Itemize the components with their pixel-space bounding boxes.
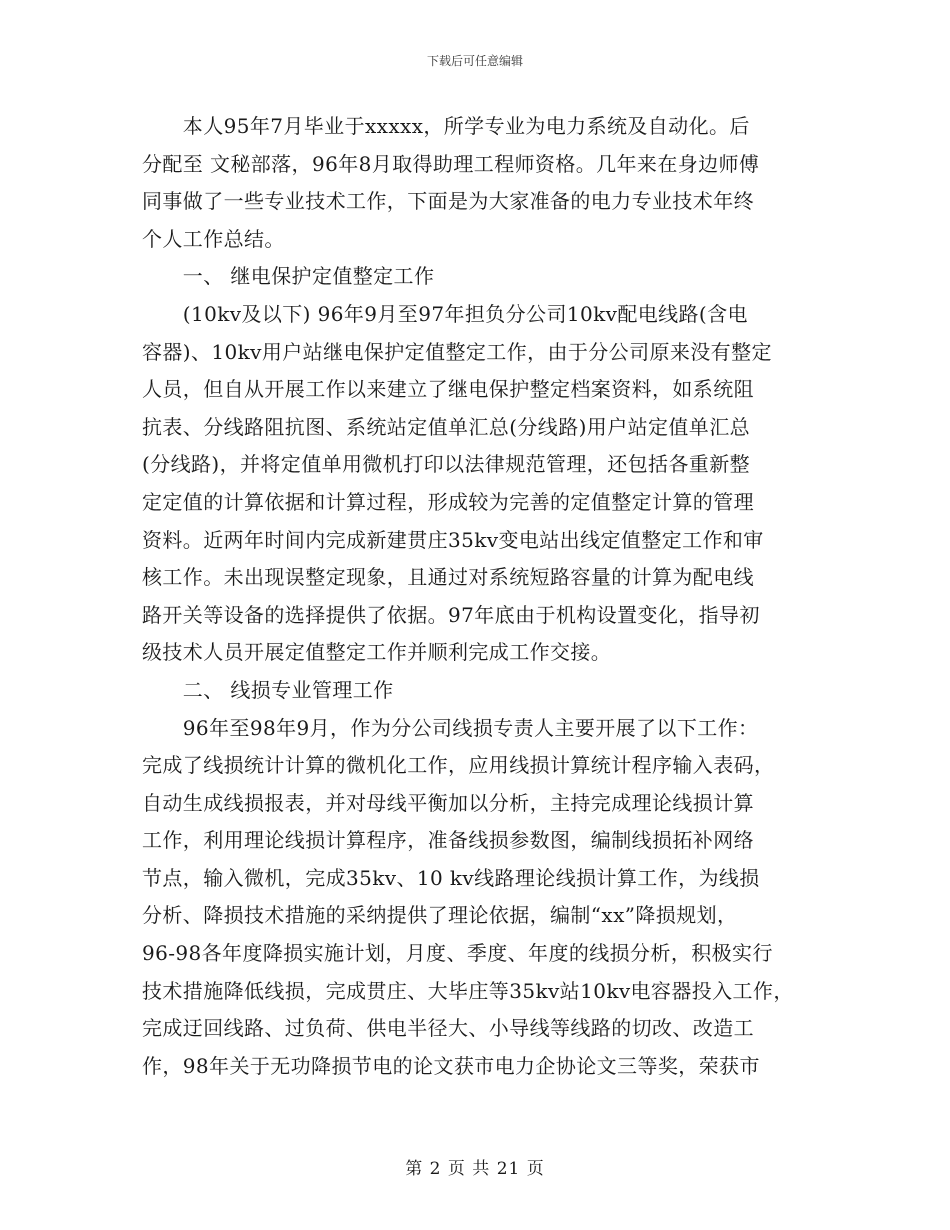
text-line: 人员，但自从开展工作以来建立了继电保护整定档案资料，如系统阻 [142, 377, 754, 402]
text-line: 技术措施降低线损，完成贯庄、大毕庄等35kv站10kv电容器投入工作， [142, 978, 794, 1003]
text-line: 抗表、分线路阻抗图、系统站定值单汇总(分线路)用户站定值单汇总 [142, 414, 751, 439]
text-line: 资料。近两年时间内完成新建贯庄35kv变电站出线定值整定工作和审 [142, 527, 764, 552]
document-body [142, 108, 832, 1085]
text-line: 节点，输入微机，完成35kv、10 kv线路理论线损计算工作，为线损 [142, 865, 760, 890]
text-line: 定定值的计算依据和计算过程，形成较为完善的定值整定计算的管理 [142, 489, 754, 514]
paragraph-relay-protection [142, 296, 832, 672]
text-line: (10kv及以下) 96年9月至97年担负分公司10kv配电线路(含电 [142, 301, 748, 326]
text-line: 自动生成线损报表，并对母线平衡加以分析，主持完成理论线损计算 [142, 790, 754, 815]
text-line: 个人工作总结。 [142, 226, 285, 251]
heading-line: 一、 继电保护定值整定工作 [142, 264, 435, 289]
text-line: 容器)、10kv用户站继电保护定值整定工作，由于分公司原来没有整定 [142, 339, 772, 364]
text-line: 完成迂回线路、过负荷、供电半径大、小导线等线路的切改、改造工 [142, 1016, 754, 1041]
paragraph-line-loss [142, 710, 832, 1086]
text-line: 路开关等设备的选择提供了依据。97年底由于机构设置变化，指导初 [142, 602, 760, 627]
text-line: 分析、降损技术措施的采纳提供了理论依据，编制“xx”降损规划， [142, 903, 738, 928]
section-heading-1 [142, 258, 832, 296]
text-line: 作，98年关于无功降损节电的论文获市电力企协论文三等奖，荣获市 [142, 1053, 760, 1078]
text-line: 核工作。未出现误整定现象，且通过对系统短路容量的计算为配电线 [142, 565, 754, 590]
page-header: 下载后可任意编辑 [426, 54, 523, 68]
text-line: 工作，利用理论线损计算程序，准备线损参数图，编制线损拓补网络 [142, 828, 754, 853]
text-line: 本人95年7月毕业于xxxxx，所学专业为电力系统及自动化。后 [142, 114, 750, 138]
text-line: 同事做了一些专业技术工作，下面是为大家准备的电力专业技术年终 [142, 189, 754, 214]
text-line: 96-98各年度降损实施计划，月度、季度、年度的线损分析，积极实行 [142, 941, 773, 966]
text-line: 96年至98年9月，作为分公司线损专责人主要开展了以下工作： [142, 715, 759, 740]
paragraph-intro [142, 108, 832, 258]
text-line: 级技术人员开展定值整定工作并顺利完成工作交接。 [142, 640, 612, 665]
section-heading-2 [142, 672, 832, 710]
text-line: 完成了线损统计计算的微机化工作，应用线损计算统计程序输入表码， [142, 753, 775, 778]
heading-line: 二、 线损专业管理工作 [142, 677, 394, 702]
text-line: 分配至 文秘部落，96年8月取得助理工程师资格。几年来在身边师傅 [142, 151, 760, 176]
text-line: (分线路)，并将定值单用微机打印以法律规范管理，还包括各重新整 [142, 452, 751, 477]
page-footer: 第 2 页 共 21 页 [405, 1159, 545, 1179]
